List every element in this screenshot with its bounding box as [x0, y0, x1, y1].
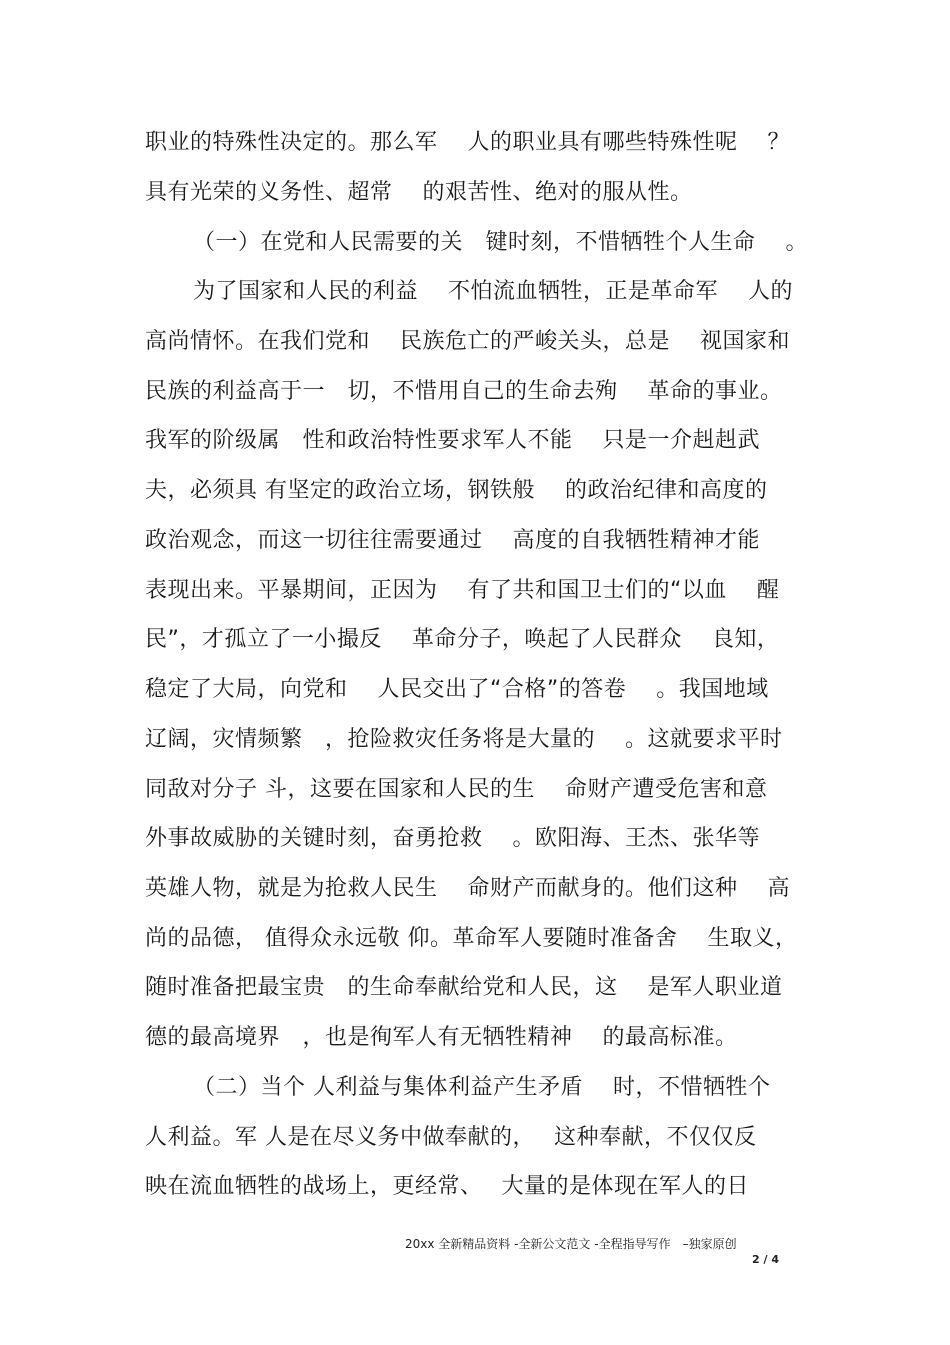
text-line: 表现出来。平暴期间，正因为 有了共和国卫士们的“以血 醒: [145, 578, 780, 603]
text-line: 稳定了大局，向党和 人民交出了“合格”的答卷 。我国地域: [145, 677, 769, 702]
text-line: 德的最高境界 ，也是徇军人有无牺牲精神 的最高标准。: [145, 1025, 738, 1050]
text-line: 尚的品德， 值得众永远敬 仰。革命军人要随时准备舍 生取义，: [145, 926, 798, 951]
page-number: 2 / 4: [752, 1253, 779, 1266]
text-line: 辽阔，灾情频繁 ，抢险救灾任务将是大量的 。这就要求平时: [145, 727, 783, 752]
text-line: 具有光荣的义务性、超常 的艰苦性、绝对的服从性。: [145, 180, 693, 205]
text-line: 我军的阶级属 性和政治特性要求军人不能 只是一介赳赳武: [145, 428, 760, 453]
text-line: 职业的特殊性决定的。那么军 人的职业具有哪些特殊性呢 ？: [145, 130, 790, 155]
text-line: 高尚情怀。在我们党和 民族危亡的严峻关头，总是 视国家和: [145, 329, 790, 354]
footer-text: 20xx 全新精品资料 -全新公文范文 -全程指导写作 –独家原创: [405, 1237, 737, 1251]
text-line: 夫，必须具 有坚定的政治立场，钢铁般 的政治纪律和高度的: [145, 478, 768, 503]
text-line: 随时准备把最宝贵 的生命奉献给党和人民，这 是军人职业道: [145, 975, 783, 1000]
text-line: 政治观念，而这一切往往需要通过 高度的自我牺牲精神才能: [145, 528, 760, 553]
text-line: 同敌对分子 斗，这要在国家和人民的生 命财产遭受危害和意: [145, 777, 768, 802]
text-line: 人利益。军 人是在尽义务中做奉献的， 这种奉献，不仅仅反: [145, 1125, 757, 1150]
text-line: 民”，才孤立了一小撮反 革命分子，唤起了人民群众 良知，: [145, 627, 780, 652]
text-line: 外事故威胁的关键时刻，奋勇抢救 。欧阳海、王杰、张华等: [145, 826, 760, 851]
text-line: 英雄人物，就是为抢救人民生 命财产而献身的。他们这种 高: [145, 876, 790, 901]
text-line: （二）当个 人利益与集体利益产生矛盾 时，不惜牺牲个: [193, 1075, 771, 1100]
text-line: 为了国家和人民的利益 不怕流血牺牲，正是革命军 人的: [193, 279, 793, 304]
text-line: 民族的利益高于一 切，不惜用自己的生命去殉 革命的事业。: [145, 379, 783, 404]
text-line: （一）在党和人民需要的关 键时刻，不惜牺牲个人生命 。: [193, 230, 808, 255]
text-line: 映在流血牺牲的战场上，更经常、 大量的是体现在军人的日: [145, 1174, 749, 1199]
